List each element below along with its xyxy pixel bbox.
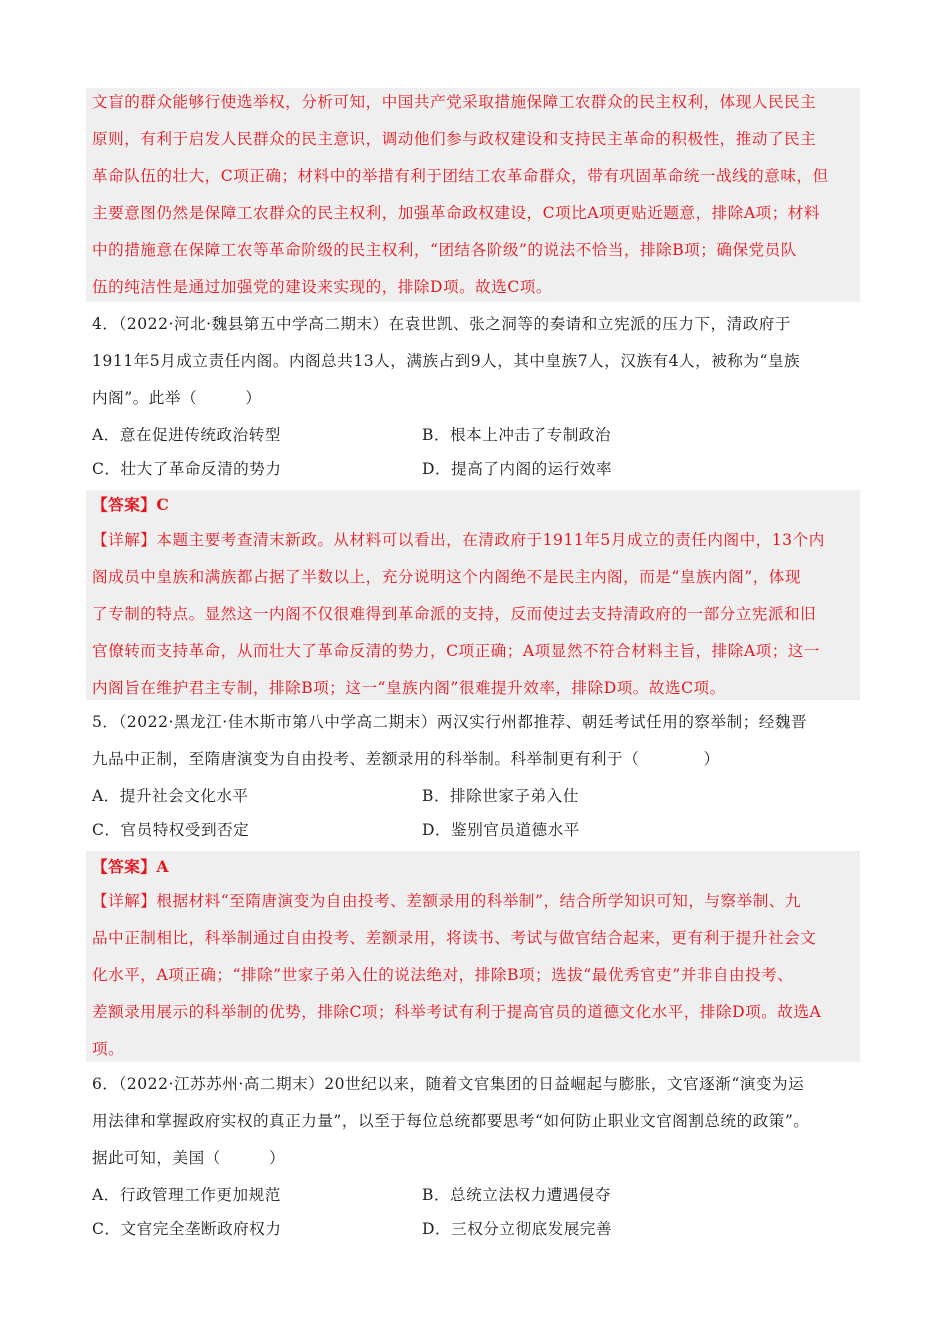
q4-detail-line: 官僚转而支持革命，从而壮大了革命反清的势力，C项正确；A项显然不符合材料主旨，排除A项；这一: [92, 642, 820, 660]
explanation-line: 中的措施意在保障工农等革命阶级的民主权利，“团结各阶级”的说法不恰当，排除B项；确保党员队: [92, 241, 797, 259]
q6-option-d: D．三权分立彻底发展完善: [422, 1220, 613, 1238]
q4-detail-line: 了专制的特点。显然这一内阁不仅很难得到革命派的支持，反而使过去支持清政府的一部分立宪派和旧: [92, 605, 817, 623]
q6-option-a: A．行政管理工作更加规范: [92, 1186, 281, 1204]
explanation-line: 革命队伍的壮大，C项正确；材料中的举措有利于团结工农革命群众，带有巩固革命统一战线的意味，但: [92, 167, 829, 185]
q5-option-d: D．鉴别官员道德水平: [422, 821, 580, 839]
q4-stem-line: 4．（2022·河北·魏县第五中学高二期末）在袁世凯、张之洞等的奏请和立宪派的压力下，清政府于: [92, 315, 791, 333]
q5-answer: 【答案】A: [92, 857, 169, 876]
q6-stem-line: 6．（2022·江苏苏州·高二期末）20世纪以来，随着文官集团的日益崛起与膨胀，文官逐渐“演变为运: [92, 1075, 805, 1093]
q4-detail-line: 【详解】本题主要考查清末新政。从材料可以看出，在清政府于1911年5月成立的责任内阁中，13个内: [92, 531, 825, 549]
q5-detail-line: 化水平，A项正确；“排除”世家子弟入仕的说法绝对，排除B项；选拔“最优秀官吏”并非自由投考、: [92, 966, 794, 984]
explanation-line: 文盲的群众能够行使选举权，分析可知，中国共产党采取措施保障工农群众的民主权利，体现人民民主: [92, 93, 817, 111]
explanation-line: 原则，有利于启发人民群众的民主意识，调动他们参与政权建设和支持民主革命的积极性，推动了民主: [92, 130, 817, 148]
q5-option-a: A．提升社会文化水平: [92, 787, 249, 805]
q4-option-d: D．提高了内阁的运行效率: [422, 460, 613, 478]
q6-stem-line: 用法律和掌握政府实权的真正力量”，以至于每位总统都要思考“如何防止职业文官阁割总统的政策”。: [92, 1112, 810, 1130]
q4-detail-line: 内阁旨在维护君主专制，排除B项；这一“皇族内阁”很难提升效率，排除D项。故选C项。: [92, 679, 726, 697]
q5-detail-line: 【详解】根据材料“至隋唐演变为自由投考、差额录用的科举制”，结合所学知识可知，与察举制、九: [92, 892, 801, 910]
q4-answer-block: [86, 490, 860, 700]
q4-option-c: C．壮大了革命反清的势力: [92, 460, 282, 478]
q6-stem-line: 据此可知，美国（ ）: [92, 1149, 286, 1167]
q4-answer: 【答案】C: [92, 495, 170, 514]
top-explanation-block: [86, 88, 860, 302]
q4-stem-line: 内阁”。此举（ ）: [92, 389, 262, 407]
explanation-line: 主要意图仍然是保障工农群众的民主权利，加强革命政权建设，C项比A项更贴近题意，排除A项；材料: [92, 204, 820, 222]
q5-option-c: C．官员特权受到否定: [92, 821, 250, 839]
q5-answer-block: [86, 851, 860, 1062]
q4-stem-line: 1911年5月成立责任内阁。内阁总共13人，满族占到9人，其中皇族7人，汉族有4人，被称为“皇族: [92, 352, 801, 370]
q4-detail-line: 阁成员中皇族和满族都占据了半数以上，充分说明这个内阁绝不是民主内阁，而是“皇族内阁”，体现: [92, 568, 801, 586]
q4-option-a: A．意在促进传统政治转型: [92, 426, 281, 444]
q5-detail-line: 品中正制相比，科举制通过自由投考、差额录用，将读书、考试与做官结合起来，更有利于提升社会文: [92, 929, 817, 947]
q5-detail-line: 差额录用展示的科举制的优势，排除C项；科举考试有利于提高官员的道德文化水平，排除D项。故选A: [92, 1003, 822, 1021]
explanation-line: 伍的纯洁性是通过加强党的建设来实现的，排除D项。故选C项。: [92, 278, 552, 296]
q5-detail-line: 项。: [92, 1040, 125, 1058]
q5-option-b: B．排除世家子弟入仕: [422, 787, 579, 805]
q6-option-b: B．总统立法权力遭遇侵夺: [422, 1186, 611, 1204]
q5-stem-line: 九品中正制，至隋唐演变为自由投考、差额录用的科举制。科举制更有利于（ ）: [92, 750, 720, 768]
q6-option-c: C．文官完全垄断政府权力: [92, 1220, 282, 1238]
q4-option-b: B．根本上冲击了专制政治: [422, 426, 611, 444]
q5-stem-line: 5．（2022·黑龙江·佳木斯市第八中学高二期末）两汉实行州都推荐、朝廷考试任用的察举制；经魏晋: [92, 713, 808, 731]
